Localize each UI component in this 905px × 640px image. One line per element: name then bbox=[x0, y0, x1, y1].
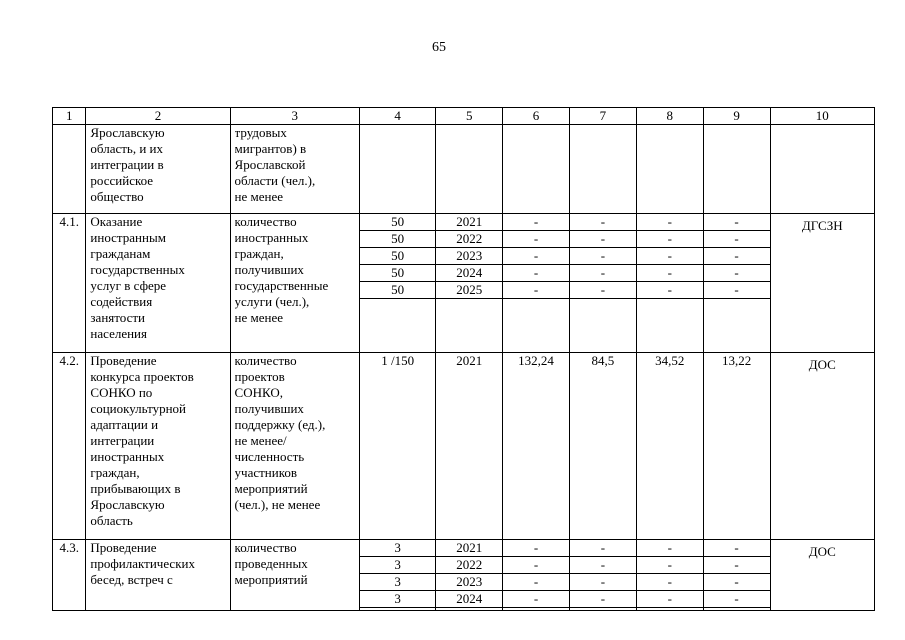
value-cell: 2022 bbox=[436, 557, 502, 574]
funding-cell bbox=[636, 214, 703, 353]
measure-name-cell bbox=[86, 540, 230, 611]
value-cell: - bbox=[704, 248, 770, 265]
text-line: интеграции bbox=[90, 433, 155, 448]
year-cell bbox=[436, 540, 503, 611]
value-cell: - bbox=[704, 282, 770, 299]
indicator-cell bbox=[230, 214, 360, 353]
value-cell: - bbox=[503, 282, 569, 299]
funding-cell bbox=[703, 125, 770, 214]
text-line: социокультурной bbox=[90, 401, 187, 416]
header-cell: 1 bbox=[53, 108, 86, 125]
text-line: мероприятий bbox=[234, 572, 308, 587]
indicator-cell bbox=[230, 540, 360, 611]
text-line: (чел.), не менее bbox=[234, 497, 321, 512]
value-cell: - bbox=[570, 282, 636, 299]
value-cell: - bbox=[704, 214, 770, 231]
text-line: интеграции в bbox=[90, 157, 164, 172]
value-cell: - bbox=[637, 574, 703, 591]
text-line: СОНКО по bbox=[90, 385, 153, 400]
row-number-cell: 4.3. bbox=[53, 540, 86, 611]
text-line: не менее bbox=[234, 189, 284, 204]
text-line: участников bbox=[234, 465, 298, 480]
text-line: прибывающих в bbox=[90, 481, 181, 496]
value-cell: - bbox=[503, 574, 569, 591]
value-cell: 2021 bbox=[436, 214, 502, 231]
funding-cell bbox=[703, 214, 770, 353]
value-cell: - bbox=[637, 214, 703, 231]
table-row bbox=[53, 353, 875, 540]
funding-cell bbox=[569, 125, 636, 214]
year-cell bbox=[436, 214, 503, 353]
text-line: услуг в сфере bbox=[90, 278, 167, 293]
text-line: проведенных bbox=[234, 556, 308, 571]
text-line: Проведение bbox=[90, 540, 157, 555]
value-cell: - bbox=[503, 214, 569, 231]
header-cell: 2 bbox=[86, 108, 230, 125]
text-line: Проведение bbox=[90, 353, 157, 368]
text-line: не менее bbox=[234, 310, 284, 325]
table-row bbox=[53, 214, 875, 353]
target-value-cell bbox=[360, 353, 436, 540]
value-cell: 3 bbox=[360, 574, 435, 591]
funding-cell bbox=[636, 125, 703, 214]
target-value-cell bbox=[360, 125, 436, 214]
value-cell: - bbox=[704, 574, 770, 591]
text-line: адаптации и bbox=[90, 417, 159, 432]
funding-cell bbox=[569, 353, 636, 540]
value-cell: - bbox=[637, 557, 703, 574]
funding-cell bbox=[569, 540, 636, 611]
text-line: не менее/ bbox=[234, 433, 287, 448]
text-line: Оказание bbox=[90, 214, 143, 229]
header-cell: 7 bbox=[569, 108, 636, 125]
year-cell bbox=[436, 125, 503, 214]
value-cell: - bbox=[570, 540, 636, 557]
indicator-cell bbox=[230, 125, 360, 214]
value-cell: - bbox=[704, 231, 770, 248]
text-line: мигрантов) в bbox=[234, 141, 307, 156]
value-cell: 3 bbox=[360, 540, 435, 557]
value-cell: - bbox=[570, 214, 636, 231]
measure-name-cell bbox=[86, 214, 230, 353]
value-cell: - bbox=[503, 557, 569, 574]
value-cell: 2021 bbox=[456, 353, 483, 368]
text-line: иностранных bbox=[234, 230, 309, 245]
text-line: услуги (чел.), bbox=[234, 294, 310, 309]
value-cell: - bbox=[637, 265, 703, 282]
text-line: Ярославской bbox=[234, 157, 306, 172]
text-line: получивших bbox=[234, 262, 304, 277]
table-row bbox=[53, 125, 875, 214]
text-line: иностранным bbox=[90, 230, 166, 245]
value-cell: - bbox=[704, 591, 770, 608]
row-number-cell: 4.1. bbox=[53, 214, 86, 353]
responsible-org-cell: ДОС bbox=[770, 353, 875, 540]
value-cell: 2023 bbox=[436, 248, 502, 265]
header-cell: 9 bbox=[703, 108, 770, 125]
funding-cell bbox=[636, 353, 703, 540]
value-cell: - bbox=[570, 557, 636, 574]
value-cell: 1 /150 bbox=[381, 353, 415, 368]
program-table bbox=[52, 107, 875, 611]
table-body bbox=[53, 108, 875, 611]
text-line: Ярославскую bbox=[90, 497, 165, 512]
row-number-cell bbox=[53, 125, 86, 214]
text-line: профилактических bbox=[90, 556, 195, 571]
text-line: иностранных bbox=[90, 449, 165, 464]
value-cell: - bbox=[637, 248, 703, 265]
responsible-org-cell: ДОС bbox=[770, 540, 875, 611]
text-line: количество bbox=[234, 353, 297, 368]
value-cell: 13,22 bbox=[721, 353, 752, 368]
text-line: государственные bbox=[234, 278, 329, 293]
text-line: граждан, bbox=[234, 246, 284, 261]
text-line: граждан, bbox=[90, 465, 140, 480]
funding-cell bbox=[569, 214, 636, 353]
value-cell: 3 bbox=[360, 557, 435, 574]
funding-total-cell bbox=[503, 540, 570, 611]
funding-total-cell bbox=[503, 214, 570, 353]
funding-cell bbox=[636, 540, 703, 611]
value-cell: 50 bbox=[360, 231, 435, 248]
text-line: государственных bbox=[90, 262, 185, 277]
text-line: населения bbox=[90, 326, 147, 341]
text-line: бесед, встреч с bbox=[90, 572, 173, 587]
header-cell: 6 bbox=[503, 108, 570, 125]
value-cell: 2022 bbox=[436, 231, 502, 248]
value-cell: 50 bbox=[360, 282, 435, 299]
value-cell: 2021 bbox=[436, 540, 502, 557]
text-line: получивших bbox=[234, 401, 304, 416]
value-cell: - bbox=[570, 574, 636, 591]
header-cell: 4 bbox=[360, 108, 436, 125]
value-cell: - bbox=[570, 591, 636, 608]
value-cell: - bbox=[570, 231, 636, 248]
text-line: численность bbox=[234, 449, 305, 464]
value-cell: 2023 bbox=[436, 574, 502, 591]
value-cell: 84,5 bbox=[591, 353, 615, 368]
responsible-org-cell: ДГСЗН bbox=[770, 214, 875, 353]
value-cell: 50 bbox=[360, 248, 435, 265]
indicator-cell bbox=[230, 353, 360, 540]
value-cell: - bbox=[704, 557, 770, 574]
value-cell: - bbox=[704, 265, 770, 282]
text-line: общество bbox=[90, 189, 144, 204]
measure-name-cell bbox=[86, 125, 230, 214]
header-cell: 8 bbox=[636, 108, 703, 125]
value-cell: - bbox=[503, 231, 569, 248]
text-line: области (чел.), bbox=[234, 173, 316, 188]
value-cell: - bbox=[503, 540, 569, 557]
text-line: занятости bbox=[90, 310, 146, 325]
row-number-cell: 4.2. bbox=[53, 353, 86, 540]
value-cell: - bbox=[503, 248, 569, 265]
responsible-org-cell bbox=[770, 125, 875, 214]
value-cell: - bbox=[503, 265, 569, 282]
funding-total-cell bbox=[503, 125, 570, 214]
text-line: содействия bbox=[90, 294, 153, 309]
text-line: СОНКО, bbox=[234, 385, 283, 400]
target-value-cell bbox=[360, 214, 436, 353]
value-cell: 34,52 bbox=[655, 353, 685, 368]
text-line: проектов bbox=[234, 369, 285, 384]
value-cell: - bbox=[637, 282, 703, 299]
value-cell: - bbox=[637, 540, 703, 557]
value-cell: 2025 bbox=[436, 282, 502, 299]
value-cell: 3 bbox=[360, 591, 435, 608]
target-value-cell bbox=[360, 540, 436, 611]
header-row bbox=[53, 108, 875, 125]
value-cell: 50 bbox=[360, 214, 435, 231]
funding-cell bbox=[703, 353, 770, 540]
text-line: область, и их bbox=[90, 141, 164, 156]
text-line: конкурса проектов bbox=[90, 369, 194, 384]
value-cell: 132,24 bbox=[518, 353, 554, 368]
text-line: количество bbox=[234, 540, 297, 555]
value-cell: - bbox=[637, 591, 703, 608]
page-number: 65 bbox=[432, 40, 446, 55]
header-cell: 5 bbox=[436, 108, 503, 125]
text-line: гражданам bbox=[90, 246, 151, 261]
text-line: поддержку (ед.), bbox=[234, 417, 326, 432]
measure-name-cell bbox=[86, 353, 230, 540]
value-cell: 2024 bbox=[436, 265, 502, 282]
value-cell: - bbox=[570, 265, 636, 282]
header-cell: 3 bbox=[230, 108, 360, 125]
value-cell: - bbox=[503, 591, 569, 608]
value-cell: - bbox=[637, 231, 703, 248]
header-cell: 10 bbox=[770, 108, 875, 125]
text-line: Ярославскую bbox=[90, 125, 165, 140]
text-line: российское bbox=[90, 173, 154, 188]
funding-total-cell bbox=[503, 353, 570, 540]
value-cell: - bbox=[570, 248, 636, 265]
year-cell bbox=[436, 353, 503, 540]
value-cell: - bbox=[704, 540, 770, 557]
value-cell: 2024 bbox=[436, 591, 502, 608]
value-cell: 50 bbox=[360, 265, 435, 282]
text-line: трудовых bbox=[234, 125, 287, 140]
text-line: мероприятий bbox=[234, 481, 308, 496]
text-line: область bbox=[90, 513, 133, 528]
funding-cell bbox=[703, 540, 770, 611]
table-row bbox=[53, 540, 875, 611]
text-line: количество bbox=[234, 214, 297, 229]
